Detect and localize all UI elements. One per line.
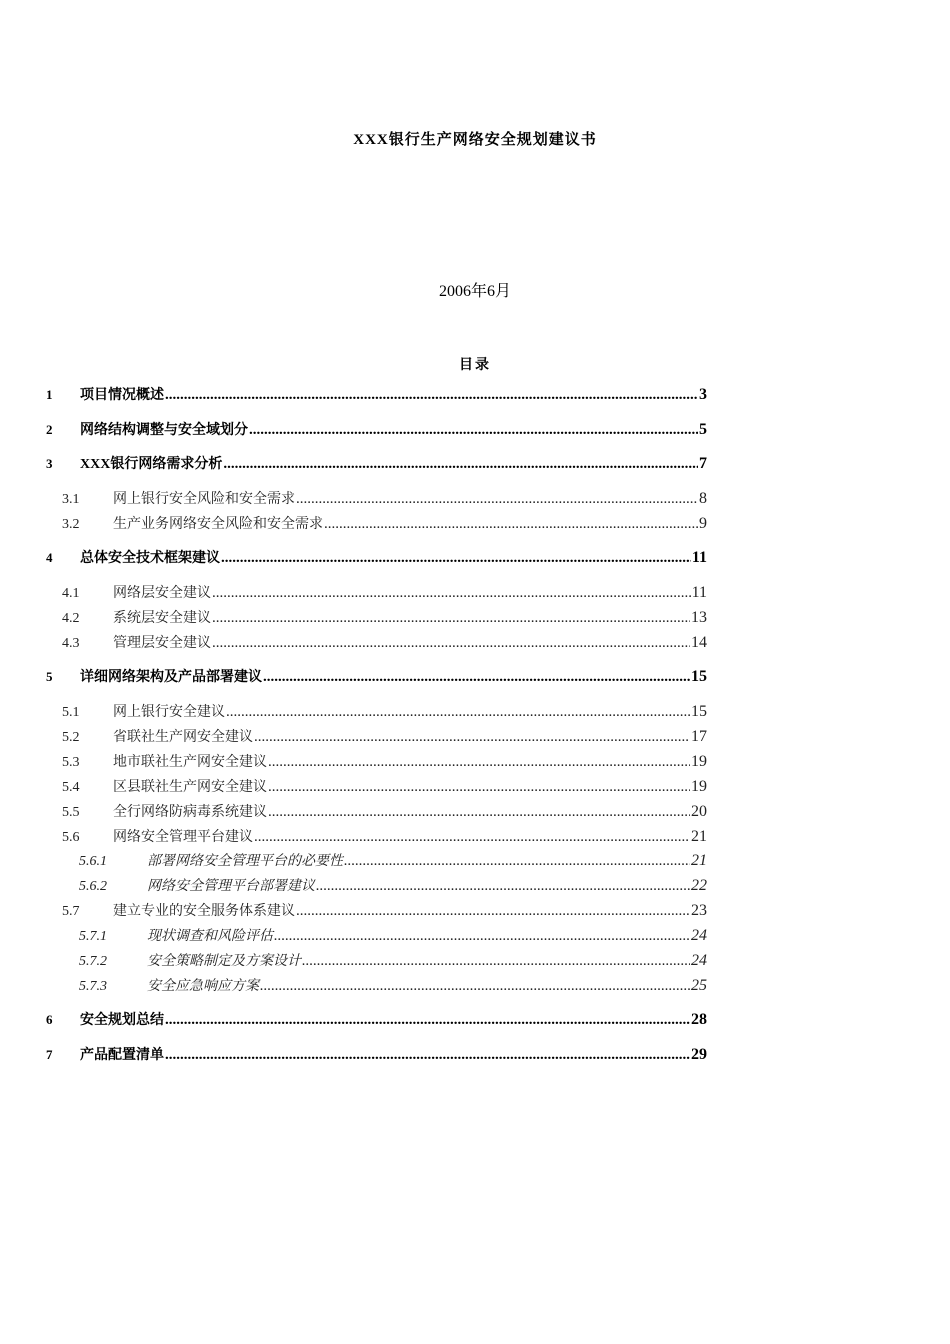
toc-leader-dots: [165, 1009, 690, 1031]
toc-leader-dots: [344, 850, 690, 872]
toc-entry-page-number: 5: [699, 421, 707, 438]
toc-leader-dots: [268, 751, 690, 773]
toc-entry-title: 详细网络架构及产品部署建议: [80, 670, 262, 685]
document-title: XXX银行生产网络安全规划建议书: [353, 132, 597, 148]
toc-entry-title: 系统层安全建议: [113, 611, 211, 626]
toc-entry[interactable]: [62, 776, 707, 798]
toc-entry-page-number: 14: [691, 634, 707, 651]
toc-entry-title: 全行网络防病毒系统建议: [113, 805, 267, 820]
toc-entry-page-number: 3: [699, 386, 707, 403]
toc-entry-page-number: 15: [691, 668, 707, 685]
toc-entry-title: 安全应急响应方案: [147, 979, 259, 994]
toc-entry[interactable]: [46, 1044, 707, 1066]
toc-entry-number: 5.4: [62, 780, 80, 795]
toc-entry-title: 安全策略制定及方案设计: [147, 954, 301, 969]
toc-leader-dots: [165, 384, 698, 406]
toc-entry[interactable]: [79, 875, 707, 897]
toc-entry-number: 3.2: [62, 517, 80, 532]
toc-entry-title: 总体安全技术框架建议: [80, 551, 220, 566]
toc-entry-number: 4.1: [62, 586, 80, 601]
toc-leader-dots: [254, 726, 690, 748]
toc-leader-dots: [226, 701, 690, 723]
toc-entry-number: 3: [46, 456, 53, 471]
toc-entry-page-number: 23: [691, 902, 707, 919]
toc-entry-page-number: 24: [691, 927, 707, 944]
toc-leader-dots: [249, 419, 698, 441]
document-date: 2006年6月: [438, 283, 511, 300]
toc-entry-page-number: 15: [691, 703, 707, 720]
toc-entry[interactable]: [46, 547, 707, 569]
toc-entry-number: 5.3: [62, 755, 80, 770]
toc-entry-title: 网络层安全建议: [113, 586, 211, 601]
toc-entry[interactable]: [62, 726, 707, 748]
toc-leader-dots: [223, 453, 698, 475]
toc-leader-dots: [221, 547, 691, 569]
toc-entry-page-number: 17: [691, 728, 707, 745]
toc-entry-number: 4.2: [62, 611, 80, 626]
toc-entry[interactable]: [46, 1009, 707, 1031]
toc-entry-title: 网络结构调整与安全域划分: [80, 423, 248, 438]
toc-entry-title: 产品配置清单: [80, 1048, 164, 1063]
toc-entry-title: 地市联社生产网安全建议: [113, 755, 267, 770]
toc-entry-title: 区县联社生产网安全建议: [113, 780, 267, 795]
toc-leader-dots: [263, 666, 690, 688]
toc-entry[interactable]: [62, 751, 707, 773]
toc-entry-title: XXX银行网络需求分析: [80, 457, 223, 472]
toc-entry-title: 网络安全管理平台部署建议: [147, 879, 315, 894]
toc-entry[interactable]: [62, 701, 707, 723]
toc-entry-number: 5.6: [62, 830, 80, 845]
toc-entry-title: 省联社生产网安全建议: [113, 730, 253, 745]
toc-entry-page-number: 29: [691, 1046, 707, 1063]
toc-leader-dots: [296, 900, 690, 922]
toc-leader-dots: [274, 925, 690, 947]
toc-entry[interactable]: [62, 900, 707, 922]
toc-entry-page-number: 19: [691, 778, 707, 795]
toc-entry-number: 4: [46, 550, 53, 565]
toc-entry[interactable]: [46, 453, 707, 475]
toc-entry[interactable]: [62, 582, 707, 604]
toc-entry-title: 生产业务网络安全风险和安全需求: [113, 517, 323, 532]
toc-entry-number: 3.1: [62, 492, 80, 507]
toc-entry-title: 建立专业的安全服务体系建议: [113, 904, 295, 919]
toc-entry-number: 5.5: [62, 805, 80, 820]
toc-entry-number: 5.7.1: [79, 929, 107, 944]
toc-entry-number: 5.7: [62, 904, 80, 919]
toc-entry[interactable]: [79, 850, 707, 872]
toc-entry-page-number: 25: [691, 977, 707, 994]
toc-entry[interactable]: [62, 488, 707, 510]
toc-leader-dots: [212, 632, 690, 654]
toc-entry-number: 2: [46, 422, 53, 437]
toc-entry-page-number: 11: [691, 584, 707, 601]
toc-leader-dots: [268, 801, 690, 823]
toc-leader-dots: [212, 607, 690, 629]
toc-entry[interactable]: [62, 826, 707, 848]
toc-entry-title: 部署网络安全管理平台的必要性: [147, 854, 343, 869]
toc-entry-page-number: 19: [691, 753, 707, 770]
toc-entry-page-number: 8: [699, 490, 707, 507]
toc-entry-title: 项目情况概述: [80, 388, 164, 403]
toc-entry-number: 4.3: [62, 636, 80, 651]
toc-heading: 目录: [459, 358, 491, 373]
toc-entry[interactable]: [46, 419, 707, 441]
toc-entry[interactable]: [46, 666, 707, 688]
toc-entry-number: 5.7.2: [79, 954, 107, 969]
toc-entry-number: 5: [46, 669, 53, 684]
toc-entry-number: 7: [46, 1047, 53, 1062]
toc-entry-page-number: 20: [691, 803, 707, 820]
toc-entry-title: 网上银行安全风险和安全需求: [113, 492, 295, 507]
toc-entry-page-number: 22: [691, 877, 707, 894]
toc-entry-number: 1: [46, 387, 53, 402]
toc-entry-title: 网络安全管理平台建议: [113, 830, 253, 845]
toc-leader-dots: [302, 950, 690, 972]
toc-entry[interactable]: [79, 950, 707, 972]
toc-entry[interactable]: [62, 607, 707, 629]
toc-leader-dots: [324, 513, 698, 535]
toc-leader-dots: [165, 1044, 690, 1066]
toc-entry-number: 5.1: [62, 705, 80, 720]
toc-entry-title: 现状调查和风险评估: [147, 929, 273, 944]
toc-entry[interactable]: [62, 513, 707, 535]
toc-entry-page-number: 7: [699, 455, 707, 472]
toc-entry-page-number: 13: [691, 609, 707, 626]
toc-entry-page-number: 21: [691, 828, 707, 845]
toc-entry-number: 5.2: [62, 730, 80, 745]
toc-entry-title: 安全规划总结: [80, 1013, 164, 1028]
toc-entry-page-number: 11: [691, 549, 707, 566]
toc-entry[interactable]: [62, 632, 707, 654]
toc-entry[interactable]: [79, 975, 707, 997]
toc-leader-dots: [260, 975, 690, 997]
toc-leader-dots: [268, 776, 690, 798]
toc-entry-number: 6: [46, 1012, 53, 1027]
toc-entry-title: 管理层安全建议: [113, 636, 211, 651]
toc-entry-number: 5.6.2: [79, 879, 107, 894]
toc-entry-page-number: 28: [691, 1011, 707, 1028]
toc-leader-dots: [212, 582, 691, 604]
toc-leader-dots: [296, 488, 698, 510]
toc-entry-page-number: 24: [691, 952, 707, 969]
toc-entry-title: 网上银行安全建议: [113, 705, 225, 720]
toc-entry-number: 5.6.1: [79, 854, 107, 869]
toc-entry[interactable]: [46, 384, 707, 406]
toc-leader-dots: [316, 875, 690, 897]
toc-entry[interactable]: [62, 801, 707, 823]
toc-leader-dots: [254, 826, 690, 848]
toc-entry-page-number: 9: [699, 515, 707, 532]
toc-entry-number: 5.7.3: [79, 979, 107, 994]
toc-entry-page-number: 21: [691, 852, 707, 869]
toc-entry[interactable]: [79, 925, 707, 947]
